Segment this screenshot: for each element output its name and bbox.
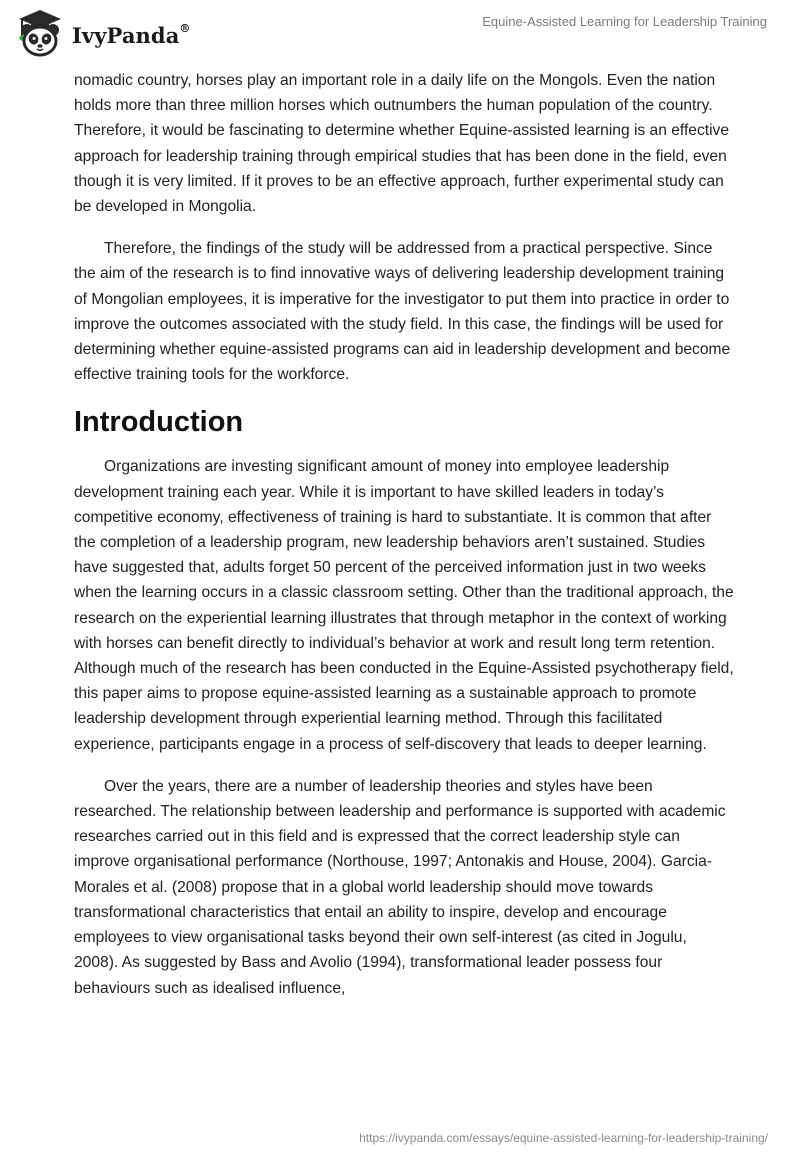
ivypanda-logo[interactable] bbox=[14, 8, 191, 60]
paragraph: nomadic country, horses play an important role in a daily life on the Mongols. Even the nation holds more than three million horses which outnumbers the human population of the country. Therefore, it would be fascinating to determine whether Equine-assisted learning is an effective approach for leadership training through empirical studies that has been done in the field, even though it is very limited. If it proves to be an effective approach, further experimental study can be developed in Mongolia. bbox=[74, 72, 730, 216]
brand-name: IvyPanda® bbox=[72, 21, 191, 48]
document-title: Equine-Assisted Learning for Leadership Training bbox=[482, 14, 767, 29]
paragraph: Over the years, there are a number of leadership theories and styles have been researched. The relationship between leadership and performance is supported with academic researches carried out in this field and is expressed that the correct leadership style can improve organisational performance (Northouse, 1997; Antonakis and House, 2004). Garcia-Morales et al. (2008) propose that in a global world leadership should move towards transformational characteristics that entail an ability to inspire, develop and encourage employees to view organisational tasks beyond their own self-interest (as cited in Jogulu, 2008). As suggested by Bass and Avolio (1994), transformational leader possess four behaviours such as idealised influence, bbox=[74, 777, 726, 997]
paragraph: Organizations are investing significant amount of money into employee leadership development training each year. While it is important to have skilled leaders in today’s competitive economy, effectiveness of training is hard to substantiate. It is common that after the completion of a leadership program, new leadership behaviors aren’t sustained. Studies have suggested that, adults forget 50 percent of the perceived information just in two weeks when the learning occurs in a classic classroom setting. Other than the traditional approach, the research on the experiential learning illustrates that through metaphor in the context of working with horses can benefit directly to individual’s behavior at work and result long term retention. Although much of the research has been conducted in the Equine-Assisted psychotherapy field, this paper aims to propose equine-assisted learning as a sustainable approach to promote leadership development through experiential learning method. Through this facilitated experience, participants engage in a process of self-discovery that leads to deeper learning. bbox=[74, 458, 734, 753]
section-heading-introduction: Introduction bbox=[74, 406, 244, 439]
panda-graduate-icon bbox=[14, 8, 66, 60]
paragraph: Therefore, the findings of the study will be addressed from a practical perspective. Since the aim of the research is to find innovative ways of delivering leadership development training of Mongolian employees, it is imperative for the investigator to put them into practice in order to improve the outcomes associated with the study field. In this case, the findings will be used for determining whether equine-assisted programs can aid in leadership development and become effective training tools for the workforce. bbox=[74, 240, 731, 384]
source-url[interactable]: https://ivypanda.com/essays/equine-assisted-learning-for-leadership-training/ bbox=[359, 1131, 768, 1145]
page-header bbox=[0, 0, 800, 70]
registered-mark: ® bbox=[179, 21, 191, 35]
essay-body bbox=[74, 68, 734, 1018]
